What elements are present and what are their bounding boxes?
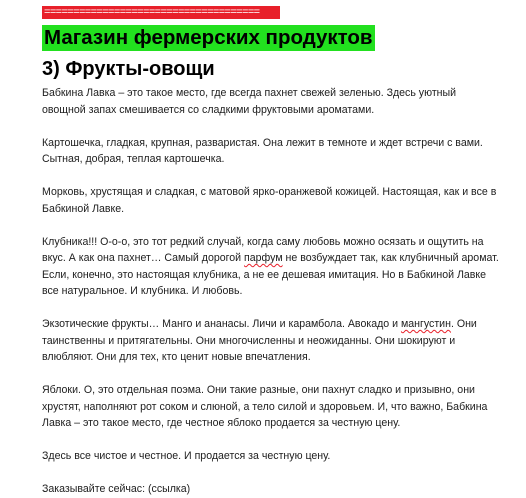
paragraph-strawberry (42, 234, 502, 300)
red-separator-text: ===================================== (42, 6, 280, 19)
paragraph-order: Заказывайте сейчас: (ссылка) (42, 483, 191, 495)
section-title: 3) Фрукты-овощи (42, 58, 215, 80)
paragraph-exotic (42, 316, 502, 366)
paragraph-text: не возбуждает так, как клубничный аромат. Если, конечно, это настоящая клубника, а не ее дешевая имитация. Но в Бабкиной Лавке все натуральное. И клубника. И любовь. (42, 252, 499, 297)
red-separator-bar (42, 6, 502, 24)
paragraph-text: . Они таинственны и притягательны. Они многочисленны и неожиданны. Они шокируют и влюбляют. Они для тех, кто ценит новые впечатления. (42, 318, 477, 363)
paragraph-clean: Здесь все чистое и честное. И продается за честную цену. (42, 450, 331, 462)
paragraph-intro: Бабкина Лавка – это такое место, где всегда пахнет свежей зеленью. Здесь уютный овощной запах смешивается со сладкими фруктовыми ароматами. (42, 87, 457, 116)
paragraph-text: Клубника!!! О-о-о, это тот редкий случай, когда саму любовь можно осязать и ощутить на вкус. А как она пахнет… Самый дорогой (42, 235, 484, 264)
paragraph-potato: Картошечка, гладкая, крупная, разваристая. Она лежит в темноте и ждет встречи с вами. Сытная, добрая, теплая картошечка. (42, 136, 483, 165)
paragraph-carrot: Морковь, хрустящая и сладкая, с матовой ярко-оранжевой кожицей. Настоящая, как и все в Бабкиной Лавке. (42, 186, 497, 215)
misspelled-word[interactable]: парфум (244, 252, 283, 264)
paragraph-text: Экзотические фрукты… Манго и ананасы. Личи и карамбола. Авокадо и (42, 318, 401, 330)
misspelled-word[interactable]: мангустин (400, 318, 451, 330)
store-title-row (42, 24, 502, 51)
store-title: Магазин фермерских продуктов (44, 26, 373, 49)
paragraph-apples: Яблоки. О, это отдельная поэма. Они такие разные, они пахнут сладко и призывно, они хрустят, наполняют рот соком и слюной, а тело силой и здоровьем. И, что важно, Бабкина Лавка – это такое место, где честное яблоко продается за честную цену. (42, 384, 488, 429)
document-page (42, 6, 502, 498)
